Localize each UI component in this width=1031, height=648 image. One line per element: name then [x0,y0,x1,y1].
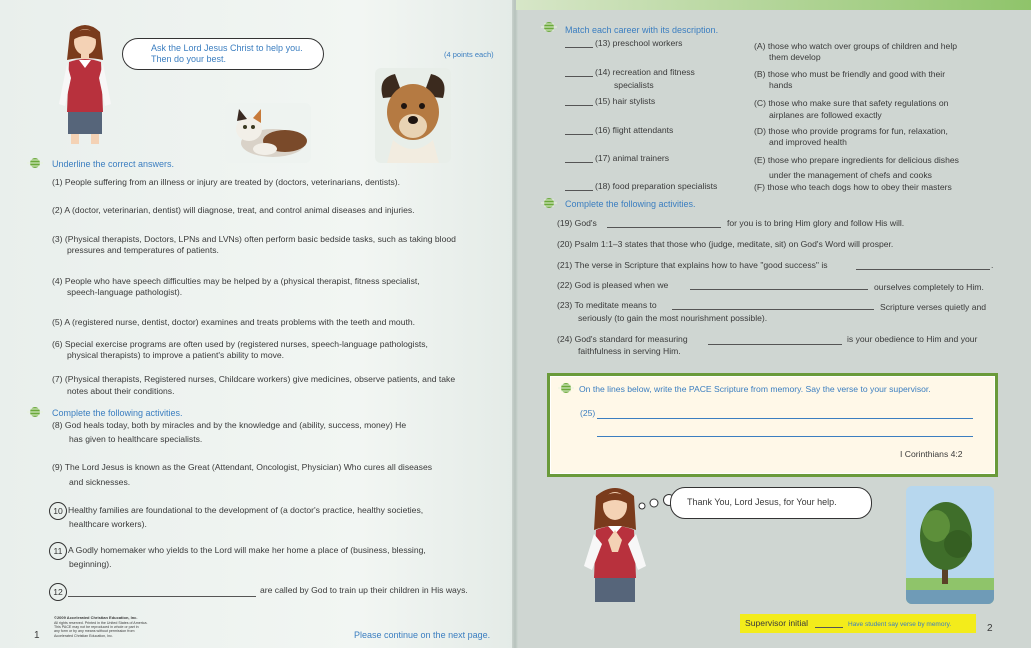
description-a: (A) those who watch over groups of children and help [754,41,958,51]
page-number-1: 1 [34,630,40,641]
question-12: are called by God to train up their children in His ways. [260,585,468,595]
scripture-line-2[interactable] [597,436,973,437]
career-14: (14) recreation and fitness [595,67,695,77]
points-each-note: (4 points each) [444,50,494,59]
question-10-number: 10 [49,502,67,520]
answer-line-21[interactable] [856,269,990,270]
question-4: (4) People who have speech difficulties may be helped by a (physical therapist, fitness specialist, [52,276,420,286]
answer-line-23[interactable] [672,309,874,310]
scripture-reference: I Corinthians 4:2 [900,449,963,459]
question-5: (5) A (registered nurse, dentist, doctor) examines and treats problems with the teeth and mouth. [52,317,416,327]
section-bullet-icon [27,157,43,169]
question-2: (2) A (doctor, veterinarian, dentist) will diagnose, treat, and control animal diseases and injuries. [52,205,415,215]
left-page [0,0,514,648]
section1-heading: Underline the correct answers. [52,159,175,169]
career-16: (16) flight attendants [595,125,674,135]
section2-heading: Complete the following activities. [52,408,183,418]
answer-line-12[interactable] [68,596,256,597]
continue-text: Please continue on the next page. [354,630,491,640]
career-18: (18) food preparation specialists [595,181,718,191]
question-7: (7) (Physical therapists, Registered nurses, Childcare workers) give medicines, observe patients, and take [52,374,456,384]
speech-bubble [122,38,324,70]
career-15: (15) hair stylists [595,96,656,106]
match-answer-line-16[interactable] [565,134,593,135]
description-f: (F) those who teach dogs how to obey their masters [754,182,952,192]
cat-photo [225,103,311,163]
copyright-block [54,616,184,638]
question-9-cont: and sicknesses. [69,477,131,487]
match-answer-line-13[interactable] [565,47,593,48]
description-e-cont: under the management of chefs and cooks [769,170,932,180]
copyright-line: Accelerated Christian Education, Inc. [54,633,113,638]
question-3: (3) (Physical therapists, Doctors, LPNs and LVNs) often perform basic bedside tasks, such as taking blood [52,234,456,244]
question-12-number: 12 [49,583,67,601]
question-6-cont: physical therapists) to improve a patient's ability to move. [67,350,285,360]
section-bullet-icon [27,406,43,418]
description-b: (B) those who must be friendly and good with their [754,69,946,79]
question-23-a: (23) To meditate means to [557,300,657,310]
question-11: A Godly homemaker who yields to the Lord will make her home a place of (business, blessing, [68,545,426,555]
question-1: (1) People suffering from an illness or injury are treated by (doctors, veterinarians, dentists). [52,177,401,187]
description-b-cont: hands [769,80,793,90]
description-c: (C) those who make sure that safety regulations on [754,98,949,108]
question-22-a: (22) God is pleased when we [557,280,669,290]
match-answer-line-17[interactable] [565,162,593,163]
match-answer-line-15[interactable] [565,105,593,106]
question-10: Healthy families are foundational to the development of (a doctor's practice, healthy societies, [68,505,424,515]
question-24-a: (24) God's standard for measuring [557,334,688,344]
tree-photo [906,486,994,604]
career-13: (13) preschool workers [595,38,683,48]
bubble-line-2: Then do your best. [151,54,227,64]
question-11-number: 11 [49,542,67,560]
question-8-cont: has given to healthcare specialists. [69,434,203,444]
question-4-cont: speech-language pathologist). [67,287,183,297]
complete-heading: Complete the following activities. [565,199,696,209]
answer-line-22[interactable] [690,289,868,290]
description-c-cont: airplanes are followed exactly [769,110,882,120]
answer-line-24[interactable] [708,344,842,345]
thought-bubble-text: Thank You, Lord Jesus, for Your help. [687,497,837,507]
supervisor-initial-line[interactable] [815,627,843,628]
section-bullet-icon [558,382,574,394]
question-11-cont: beginning). [69,559,112,569]
section-bullet-icon [541,197,557,209]
question-10-cont: healthcare workers). [69,519,147,529]
career-14-cont: specialists [614,80,654,90]
career-17: (17) animal trainers [595,153,670,163]
description-d-cont: and improved health [769,137,847,147]
question-25-label: (25) [580,408,596,418]
copyright-line: any form or by any means without permission from [54,629,135,634]
scripture-box-heading: On the lines below, write the PACE Scripture from memory. Say the verse to your supervisor. [579,384,931,394]
question-22-b: ourselves completely to Him. [874,282,984,292]
section-bullet-icon [541,21,557,33]
description-d: (D) those who provide programs for fun, relaxation, [754,126,948,136]
question-9: (9) The Lord Jesus is known as the Great (Attendant, Oncologist, Physician) Who cures all diseases [52,462,433,472]
match-answer-line-18[interactable] [565,190,593,191]
copyright-line: ©2009 Accelerated Christian Education, Inc. [54,615,138,620]
question-24-b: is your obedience to Him and your [847,334,978,344]
description-e: (E) those who prepare ingredients for delicious dishes [754,155,959,165]
question-23-b: Scripture verses quietly and [880,302,987,312]
supervisor-note: Have student say verse by memory. [848,621,952,628]
thought-bubble [670,487,872,519]
dog-photo [375,68,451,163]
description-a-cont: them develop [769,52,821,62]
question-6: (6) Special exercise programs are often used by (registered nurses, speech-language pathologists, [52,339,428,349]
question-19-b: for you is to bring Him glory and follow His will. [727,218,905,228]
scripture-line-1[interactable] [597,418,973,419]
question-21-b: . [991,260,994,270]
question-8: (8) God heals today, both by miracles and by the knowledge and (ability, success, money) He [52,420,407,430]
match-heading: Match each career with its description. [565,25,719,35]
girl-illustration [55,20,115,146]
question-7-cont: notes about their conditions. [67,386,175,396]
question-20: (20) Psalm 1:1–3 states that those who (judge, meditate, sit) on God's Word will prosper. [557,239,894,249]
bubble-line-1: Ask the Lord Jesus Christ to help you. [151,43,303,53]
copyright-line: This PACE may not be reproduced in whole or part in [54,625,139,629]
answer-line-19[interactable] [607,227,721,228]
page-number-2: 2 [987,623,993,634]
question-19-a: (19) God's [557,218,597,228]
match-answer-line-14[interactable] [565,76,593,77]
question-3-cont: pressures and temperatures of patients. [67,245,219,255]
question-23-cont: seriously (to gain the most nourishment possible). [578,313,768,323]
copyright-line: All rights reserved. Printed in the United States of America. [54,620,148,625]
question-21-a: (21) The verse in Scripture that explains how to have "good success" is [557,260,828,270]
supervisor-initial-label: Supervisor initial [745,618,809,628]
question-24-cont: faithfulness in serving Him. [578,346,681,356]
